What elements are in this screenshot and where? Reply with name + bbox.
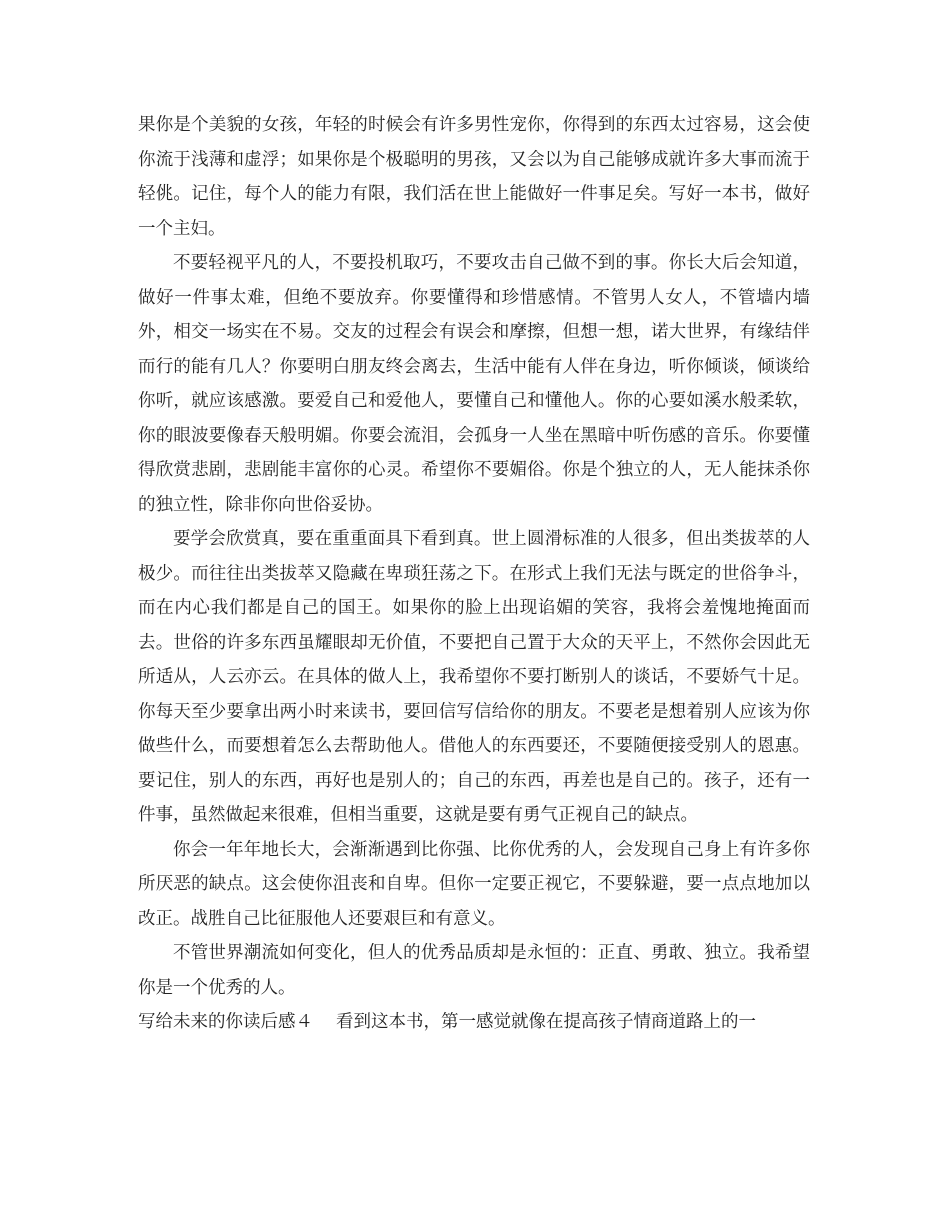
section-heading-line bbox=[138, 1005, 810, 1040]
paragraph-3: 要学会欣赏真，要在重重面具下看到真。世上圆滑标准的人很多，但出类拔萃的人极少。而往往出类拔萃又隐藏在卑琐狂荡之下。在形式上我们无法与既定的世俗争斗，而在内心我们都是自己的国王。如果你的脸上出现谄媚的笑容，我将会羞愧地掩面而去。世俗的许多东西虽耀眼却无价值，不要把自己置于大众的天平上，不然你会因此无所适从，人云亦云。在具体的做人上，我希望你不要打断别人的谈话，不要娇气十足。你每天至少要拿出两小时来读书，要回信写信给你的朋友。不要老是想着别人应该为你做些什么，而要想着怎么去帮助他人。借他人的东西要还，不要随便接受别人的恩惠。要记住，别人的东西，再好也是别人的；自己的东西，再差也是自己的。孩子，还有一件事，虽然做起来很难，但相当重要，这就是要有勇气正视自己的缺点。 bbox=[138, 529, 810, 825]
document-body bbox=[138, 108, 810, 1040]
paragraph-2: 不要轻视平凡的人，不要投机取巧，不要攻击自己做不到的事。你长大后会知道，做好一件事太难，但绝不要放弃。你要懂得和珍惜感情。不管男人女人，不管墙内墙外，相交一场实在不易。交友的过程会有误会和摩擦，但想一想，诺大世界，有缘结伴而行的能有几人？你要明白朋友终会离去，生活中能有人伴在身边，听你倾谈，倾谈给你听，就应该感激。要爱自己和爱他人，要懂自己和懂他人。你的心要如溪水般柔软，你的眼波要像春天般明媚。你要会流泪，会孤身一人坐在黑暗中听伤感的音乐。你要懂得欣赏悲剧，悲剧能丰富你的心灵。希望你不要媚俗。你是个独立的人，无人能抹杀你的独立性，除非你向世俗妥协。 bbox=[138, 253, 810, 515]
paragraph-4: 你会一年年地长大，会渐渐遇到比你强、比你优秀的人，会发现自己身上有许多你所厌恶的缺点。这会使你沮丧和自卑。但你一定要正视它，不要躲避，要一点点地加以改正。战胜自己比征服他人还要艰巨和有意义。 bbox=[138, 839, 810, 929]
section-title: 写给未来的你读后感４ bbox=[138, 1012, 313, 1032]
paragraph-1: 果你是个美貌的女孩，年轻的时候会有许多男性宠你，你得到的东西太过容易，这会使你流于浅薄和虚浮；如果你是个极聪明的男孩，又会以为自己能够成就许多大事而流于轻佻。记住，每个人的能力有限，我们活在世上能做好一件事足矣。写好一本书，做好一个主妇。 bbox=[138, 115, 810, 239]
section-text: 看到这本书，第一感觉就像在提高孩子情商道路上的一 bbox=[336, 1012, 756, 1032]
paragraph-5: 不管世界潮流如何变化，但人的优秀品质却是永恒的：正直、勇敢、独立。我希望你是一个优秀的人。 bbox=[138, 943, 810, 998]
